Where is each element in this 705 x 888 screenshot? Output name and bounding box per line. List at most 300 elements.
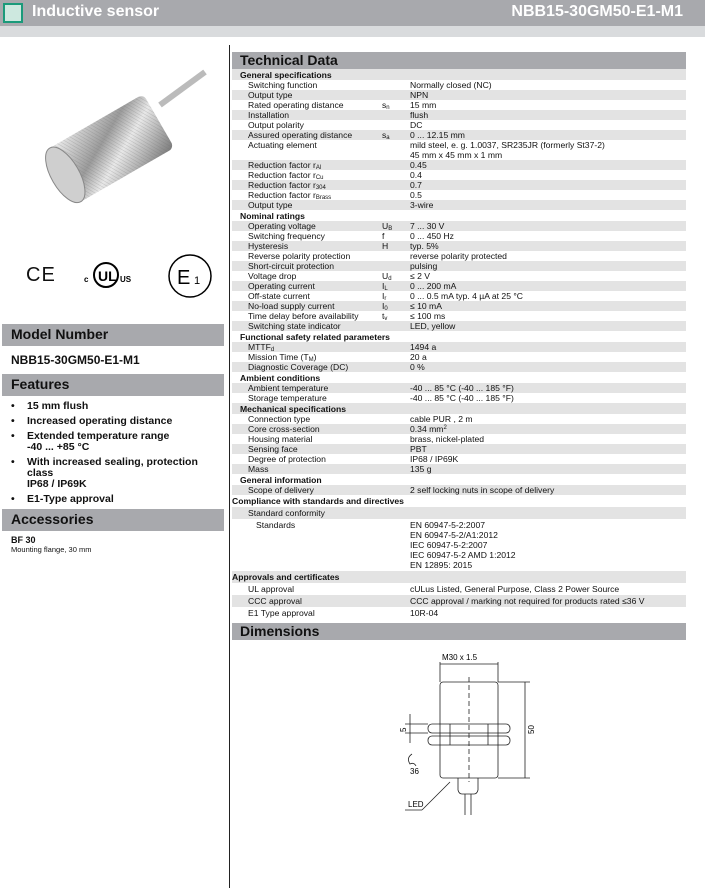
value-text: Normally closed (NC) xyxy=(410,80,492,90)
features-section xyxy=(2,374,224,509)
spec-label xyxy=(232,100,382,110)
value-text: 0.45 xyxy=(410,160,427,170)
spec-row xyxy=(232,130,686,140)
value-text: 135 g xyxy=(410,464,432,474)
symbol-subscript: 0 xyxy=(384,306,388,312)
spec-row xyxy=(232,140,686,160)
spec-row xyxy=(232,261,686,271)
spec-value xyxy=(410,110,686,120)
spec-row xyxy=(232,100,686,110)
spec-symbol xyxy=(382,311,410,321)
value-text: reverse polarity protected xyxy=(410,251,507,261)
spec-label xyxy=(232,434,382,444)
spec-row xyxy=(232,393,686,403)
spec-label xyxy=(232,362,382,372)
label-text: Reduction factor r xyxy=(248,170,316,180)
spec-row xyxy=(232,200,686,210)
label-subscript: Brass xyxy=(315,195,332,201)
value-text: mild steel, e. g. 1.0037, SR235JR (formerly St37-2) 45 mm x 45 mm x 1 mm xyxy=(410,140,605,160)
spec-value xyxy=(410,454,686,464)
label-text: Time delay before availability xyxy=(248,311,359,321)
value-text: 0 ... 200 mA xyxy=(410,281,457,291)
value-text: 7 ... 30 V xyxy=(410,221,445,231)
label-text: Switching function xyxy=(248,80,318,90)
title-bar xyxy=(0,0,705,26)
label-text: E1 Type approval xyxy=(248,608,315,618)
spec-value xyxy=(410,584,686,594)
feature-item: • Extended temperature range -40 ... +85 °C xyxy=(11,431,224,453)
spec-symbol xyxy=(382,424,410,434)
spec-symbol xyxy=(382,454,410,464)
spec-row xyxy=(232,251,686,261)
label-text: Assured operating distance xyxy=(248,130,353,140)
label-text: Hysteresis xyxy=(248,241,289,251)
ul-mark-logo xyxy=(84,260,146,290)
spec-label xyxy=(232,130,382,140)
value-text: ≤ 100 ms xyxy=(410,311,446,321)
label-text: Core cross-section xyxy=(248,424,320,434)
spec-value xyxy=(410,444,686,454)
feature-item: • E1-Type approval xyxy=(11,494,224,505)
label-subscript: d xyxy=(270,347,275,353)
spec-value xyxy=(410,301,686,311)
section-header: Compliance with standards and directives xyxy=(232,496,404,506)
symbol-subscript: L xyxy=(384,286,388,292)
spec-value xyxy=(410,596,686,606)
symbol-text: s xyxy=(382,100,387,110)
symbol-text: U xyxy=(382,271,389,281)
spec-symbol xyxy=(382,291,410,301)
spec-row xyxy=(232,414,686,424)
spec-label xyxy=(232,241,382,251)
label-text: Mission Time (T xyxy=(248,352,309,362)
label-suffix: ) xyxy=(313,352,317,362)
value-text: EN 60947-5-2:2007 EN 60947-5-2/A1:2012 IEC 60947-5-2:2007 IEC 60947-5-2 AMD 1:2012 EN 12895: 2015 xyxy=(410,520,516,570)
product-photo xyxy=(20,60,210,210)
technical-data-table xyxy=(232,69,686,619)
spec-label xyxy=(232,271,382,281)
label-text: Rated operating distance xyxy=(248,100,344,110)
spec-symbol xyxy=(382,608,410,618)
label-text: Operating voltage xyxy=(248,221,316,231)
spec-value xyxy=(410,180,686,190)
label-text: Switching state indicator xyxy=(248,321,341,331)
spec-symbol xyxy=(382,342,410,352)
spec-symbol xyxy=(382,362,410,372)
spec-row xyxy=(232,583,686,595)
spec-value xyxy=(410,608,686,618)
spec-label xyxy=(232,180,382,190)
nut-height-label: 5 xyxy=(399,727,408,732)
value-text: 0.4 xyxy=(410,170,422,180)
spec-row xyxy=(232,231,686,241)
spec-symbol xyxy=(382,464,410,474)
label-text: Voltage drop xyxy=(248,271,297,281)
spec-row xyxy=(232,342,686,352)
spec-value xyxy=(410,90,686,100)
feature-item: • With increased sealing, protection class IP68 / IP69K xyxy=(11,457,224,490)
label-text: Off-state current xyxy=(248,291,310,301)
value-text: PBT xyxy=(410,444,427,454)
spec-label xyxy=(232,221,382,231)
ce-mark-logo: CE xyxy=(26,264,56,286)
product-model: NBB15-30GM50-E1-M1 xyxy=(511,3,683,20)
spec-value xyxy=(410,190,686,200)
value-text: 2 self locking nuts in scope of delivery xyxy=(410,485,555,495)
value-superscript: 2 xyxy=(443,425,447,431)
spec-symbol xyxy=(382,485,410,495)
label-text: CCC approval xyxy=(248,596,302,606)
spec-label xyxy=(232,520,382,570)
spec-label xyxy=(232,454,382,464)
length-label: 50 xyxy=(527,725,536,734)
spec-symbol xyxy=(382,596,410,606)
spec-value xyxy=(410,342,686,352)
symbol-subscript: B xyxy=(388,226,393,232)
label-text: Output type xyxy=(248,200,293,210)
section-header: Approvals and certificates xyxy=(232,572,340,582)
label-text: Mass xyxy=(248,464,269,474)
dimensions-section xyxy=(232,623,686,815)
spec-label xyxy=(232,342,382,352)
value-text: CCC approval / marking not required for products rated ≤36 V xyxy=(410,596,645,606)
label-text: Standard conformity xyxy=(248,508,325,518)
technical-data-section xyxy=(232,52,686,815)
spec-label xyxy=(232,110,382,120)
spec-symbol xyxy=(382,110,410,120)
spec-value xyxy=(410,508,686,518)
spec-label xyxy=(232,190,382,200)
label-text: Output polarity xyxy=(248,120,304,130)
spec-label xyxy=(232,120,382,130)
label-text: Short-circuit protection xyxy=(248,261,334,271)
spec-symbol xyxy=(382,221,410,231)
value-text: 0 ... 450 Hz xyxy=(410,231,454,241)
svg-text:US: US xyxy=(120,275,132,284)
header-band xyxy=(0,26,705,37)
label-subscript: Al xyxy=(315,165,322,171)
spec-label xyxy=(232,444,382,454)
value-text: 3-wire xyxy=(410,200,434,210)
spec-label xyxy=(232,311,385,321)
spec-value xyxy=(410,120,686,130)
spec-label xyxy=(232,281,385,291)
spec-row xyxy=(232,519,686,571)
value-text: 10R-04 xyxy=(410,608,439,618)
spec-value xyxy=(410,281,686,291)
label-text: Reverse polarity protection xyxy=(248,251,351,261)
spec-symbol xyxy=(382,281,410,291)
spec-symbol xyxy=(382,434,410,444)
spec-symbol xyxy=(382,584,410,594)
spec-row xyxy=(232,434,686,444)
label-text: Sensing face xyxy=(248,444,298,454)
section-header-row xyxy=(232,474,686,485)
section-header: Nominal ratings xyxy=(240,211,305,221)
spec-symbol xyxy=(382,301,410,311)
spec-symbol xyxy=(382,241,410,251)
e1-approval-logo xyxy=(166,252,214,300)
label-text: Scope of delivery xyxy=(248,485,314,495)
spec-row xyxy=(232,607,686,619)
label-text: Storage temperature xyxy=(248,393,327,403)
spec-symbol xyxy=(382,414,410,424)
spec-label xyxy=(232,261,382,271)
symbol-text: s xyxy=(382,130,387,140)
value-text: cable PUR , 2 m xyxy=(410,414,473,424)
value-text: 15 mm xyxy=(410,100,437,110)
spec-label xyxy=(232,393,382,403)
section-header: Ambient conditions xyxy=(240,373,321,383)
model-number-section xyxy=(2,324,224,374)
spec-row xyxy=(232,241,686,251)
value-text: 0.5 xyxy=(410,190,422,200)
spec-value xyxy=(410,393,686,403)
symbol-subscript: a xyxy=(386,135,390,141)
label-text: Reduction factor r xyxy=(248,180,316,190)
features-list xyxy=(2,396,224,505)
product-category: Inductive sensor xyxy=(32,3,160,20)
spec-row xyxy=(232,110,686,120)
value-text: ≤ 10 mA xyxy=(410,301,442,311)
spec-value xyxy=(410,231,686,241)
value-text: 20 a xyxy=(410,352,427,362)
spec-value xyxy=(410,321,686,331)
spec-row xyxy=(232,311,686,321)
section-title: Model Number xyxy=(2,324,224,346)
spec-label xyxy=(232,508,382,518)
spec-symbol xyxy=(382,444,410,454)
spec-symbol xyxy=(382,170,410,180)
label-text: Output type xyxy=(248,90,293,100)
spec-value xyxy=(410,241,686,251)
spec-row xyxy=(232,120,686,130)
symbol-subscript: v xyxy=(384,316,388,322)
section-header-row xyxy=(232,403,686,414)
model-number-value: NBB15-30GM50-E1-M1 xyxy=(11,353,140,367)
value-text: -40 ... 85 °C (-40 ... 185 °F) xyxy=(410,383,514,393)
symbol-subscript: d xyxy=(388,276,392,282)
spec-label xyxy=(232,140,382,160)
label-text: Degree of protection xyxy=(248,454,326,464)
label-text: Connection type xyxy=(248,414,311,424)
symbol-text: I xyxy=(382,281,385,291)
symbol-text: I xyxy=(382,301,385,311)
spec-symbol xyxy=(382,160,410,170)
section-header: Functional safety related parameters xyxy=(240,332,390,342)
spec-symbol xyxy=(382,80,410,90)
section-header-row xyxy=(232,571,686,583)
value-text: 0.7 xyxy=(410,180,422,190)
spec-value xyxy=(410,291,686,301)
spec-row xyxy=(232,485,686,495)
symbol-text: H xyxy=(382,241,389,251)
spec-value xyxy=(410,383,686,393)
symbol-subscript: n xyxy=(386,105,390,111)
spec-row xyxy=(232,352,686,362)
spec-symbol xyxy=(382,90,410,100)
brand-square-icon xyxy=(3,3,23,23)
label-text: Diagnostic Coverage (DC) xyxy=(248,362,349,372)
spec-row xyxy=(232,444,686,454)
section-title: Features xyxy=(2,374,224,396)
spec-symbol xyxy=(382,140,410,160)
spec-label xyxy=(232,170,382,180)
section-header-row xyxy=(232,331,686,342)
spec-value xyxy=(410,160,686,170)
spec-row xyxy=(232,221,686,231)
thread-label: M30 x 1.5 xyxy=(442,653,478,662)
spec-symbol xyxy=(382,180,410,190)
spec-value xyxy=(410,130,686,140)
spec-value xyxy=(410,271,686,281)
spec-row xyxy=(232,170,686,180)
spec-symbol xyxy=(382,508,410,518)
label-text: Ambient temperature xyxy=(248,383,329,393)
spec-row xyxy=(232,90,686,100)
svg-text:UL: UL xyxy=(98,268,117,284)
value-text: ≤ 2 V xyxy=(410,271,431,281)
spec-symbol xyxy=(382,130,410,140)
label-text: Switching frequency xyxy=(248,231,325,241)
spec-label xyxy=(232,80,382,90)
value-text: 0 ... 12.15 mm xyxy=(410,130,465,140)
svg-text:E: E xyxy=(177,267,191,289)
label-text: Standards xyxy=(256,520,296,530)
spec-label xyxy=(232,160,382,170)
spec-row xyxy=(232,190,686,200)
label-text: Reduction factor r xyxy=(248,160,316,170)
spec-value xyxy=(410,424,686,434)
section-header: Mechanical specifications xyxy=(240,404,347,414)
value-text: IP68 / IP69K xyxy=(410,454,459,464)
spec-row xyxy=(232,301,686,311)
spec-label xyxy=(232,231,385,241)
label-text: UL approval xyxy=(248,584,295,594)
spec-symbol xyxy=(382,231,410,241)
spec-label xyxy=(232,596,382,606)
label-text: Housing material xyxy=(248,434,313,444)
label-text: Actuating element xyxy=(248,140,317,150)
spec-value xyxy=(410,434,686,444)
spec-label xyxy=(232,251,382,261)
spec-label xyxy=(232,200,382,210)
spec-row xyxy=(232,271,686,281)
spec-value xyxy=(410,261,686,271)
symbol-text: U xyxy=(382,221,389,231)
value-text: typ. 5% xyxy=(410,241,439,251)
accessory-description: Mounting flange, 30 mm xyxy=(11,545,92,554)
label-text: Reduction factor r xyxy=(248,190,316,200)
svg-text:c: c xyxy=(84,275,89,284)
spec-symbol xyxy=(382,251,410,261)
spec-label xyxy=(232,301,385,311)
svg-text:1: 1 xyxy=(194,275,201,287)
spec-row xyxy=(232,291,686,301)
spec-symbol xyxy=(382,321,410,331)
spec-row xyxy=(232,281,686,291)
spec-symbol xyxy=(382,100,410,110)
section-header-row xyxy=(232,210,686,221)
spec-label xyxy=(232,291,385,301)
spec-row xyxy=(232,507,686,519)
value-text: NPN xyxy=(410,90,429,100)
value-text: LED, yellow xyxy=(410,321,456,331)
spec-symbol xyxy=(382,120,410,130)
section-header: General specifications xyxy=(240,70,332,80)
label-text: Installation xyxy=(248,110,290,120)
label-text: MTTF xyxy=(248,342,271,352)
accessories-section xyxy=(2,509,224,554)
section-header-row xyxy=(232,69,686,80)
section-title: Accessories xyxy=(2,509,224,531)
spec-symbol xyxy=(382,383,410,393)
label-subscript: M xyxy=(308,357,314,363)
led-label: LED xyxy=(408,800,424,809)
column-divider xyxy=(229,45,230,888)
spec-value xyxy=(410,352,686,362)
spec-value xyxy=(410,311,686,321)
spec-symbol xyxy=(382,200,410,210)
value-text: 0.34 mm xyxy=(410,424,444,434)
section-title: Dimensions xyxy=(232,623,686,640)
value-text: pulsing xyxy=(410,261,438,271)
spec-value xyxy=(410,485,686,495)
value-text: 0 % xyxy=(410,362,425,372)
spec-value xyxy=(410,414,686,424)
section-header: General information xyxy=(240,475,322,485)
spec-row xyxy=(232,383,686,393)
symbol-text: t xyxy=(382,311,385,321)
spec-value xyxy=(410,80,686,90)
value-text: -40 ... 85 °C (-40 ... 185 °F) xyxy=(410,393,514,403)
dimension-drawing xyxy=(370,642,540,815)
spec-value xyxy=(410,100,686,110)
spec-symbol xyxy=(382,393,410,403)
spec-label xyxy=(232,352,382,362)
spec-label xyxy=(232,464,382,474)
value-text: flush xyxy=(410,110,429,120)
accessory-name: BF 30 xyxy=(11,535,36,545)
spec-label xyxy=(232,321,382,331)
spec-row xyxy=(232,362,686,372)
section-title: Technical Data xyxy=(232,52,686,69)
spec-label xyxy=(232,584,382,594)
spec-row xyxy=(232,424,686,434)
spec-value xyxy=(410,170,686,180)
spec-label xyxy=(232,608,382,618)
spec-value xyxy=(410,251,686,261)
spec-label xyxy=(232,383,382,393)
feature-item: • Increased operating distance xyxy=(11,416,224,427)
spec-label xyxy=(232,424,382,434)
spec-label xyxy=(232,90,382,100)
spec-symbol xyxy=(382,261,410,271)
certification-logos xyxy=(0,252,228,302)
spec-value xyxy=(410,200,686,210)
symbol-text: I xyxy=(382,291,385,301)
label-subscript: Cu xyxy=(315,175,324,181)
value-text: 1494 a xyxy=(410,342,437,352)
spec-value xyxy=(410,140,686,160)
spec-symbol xyxy=(382,352,410,362)
spec-row xyxy=(232,321,686,331)
value-text: brass, nickel-plated xyxy=(410,434,485,444)
symbol-subscript: r xyxy=(384,296,387,302)
spec-value xyxy=(410,464,686,474)
section-header-row xyxy=(232,372,686,383)
label-subscript: 304 xyxy=(315,185,326,191)
